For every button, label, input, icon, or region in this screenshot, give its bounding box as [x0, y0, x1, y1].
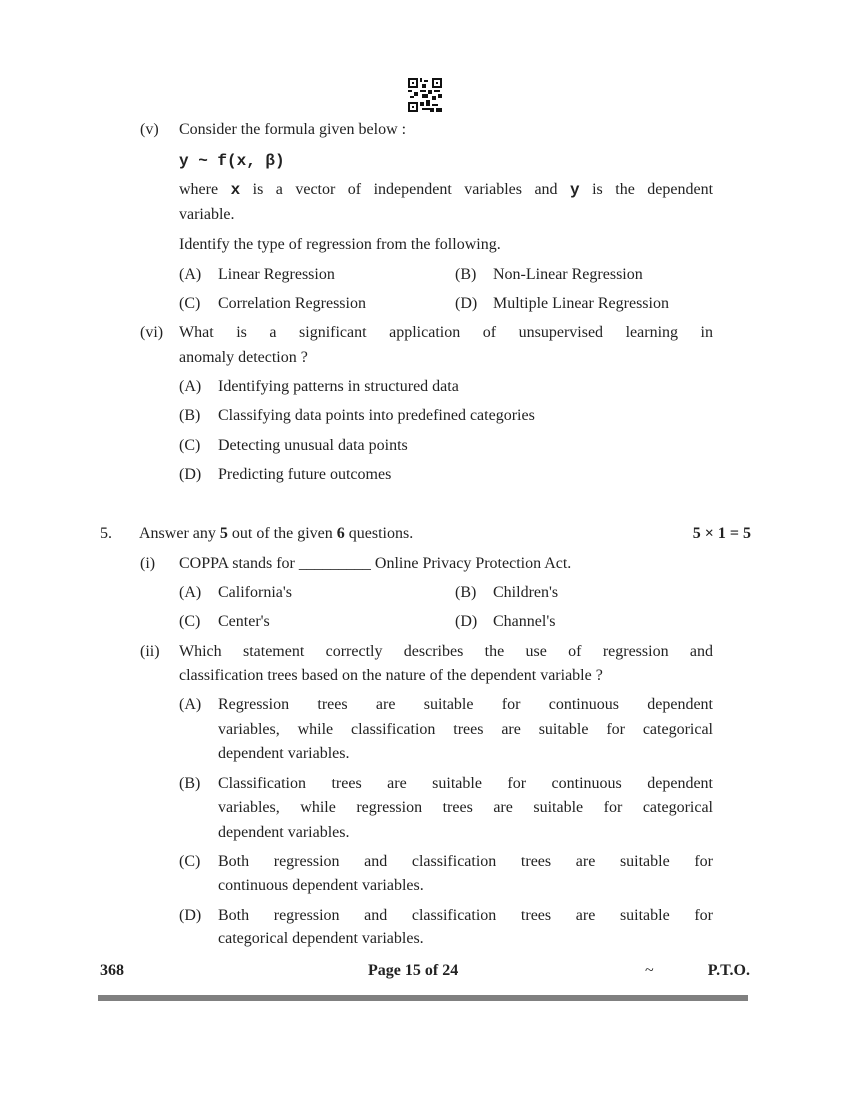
option-key: (D) — [179, 466, 202, 483]
option-text: California's — [218, 584, 292, 601]
option-key: (A) — [179, 584, 202, 601]
option-text: categorical dependent variables. — [218, 930, 424, 947]
option-text: Multiple Linear Regression — [493, 295, 669, 312]
question-number: 5. — [100, 525, 112, 542]
question-text: Identify the type of regression from the following. — [179, 236, 501, 253]
option-text: Identifying patterns in structured data — [218, 378, 459, 395]
qr-code — [408, 78, 442, 112]
marks-label: 5 × 1 = 5 — [692, 525, 751, 542]
question-number: (vi) — [140, 324, 164, 341]
question-text: where x is a vector of independent variables and y is the dependent — [179, 181, 714, 199]
option-key: (B) — [179, 775, 201, 792]
option-key: (B) — [455, 266, 477, 283]
question-number: (v) — [140, 121, 159, 138]
option-key: (B) — [455, 584, 477, 601]
option-key: (B) — [179, 407, 201, 424]
paper-code: 368 — [100, 962, 124, 979]
option-text: Both regression and classification trees are suitable for — [218, 853, 713, 870]
question-text: variable. — [179, 206, 235, 223]
option-key: (D) — [455, 295, 478, 312]
option-text: dependent variables. — [218, 745, 350, 762]
option-key: (D) — [455, 613, 478, 630]
option-key: (A) — [179, 266, 202, 283]
question-text: COPPA stands for _________ Online Privacy Protection Act. — [179, 555, 572, 572]
question-number: (ii) — [140, 643, 160, 660]
option-text: continuous dependent variables. — [218, 877, 424, 894]
question-text: Which statement correctly describes the use of regression and — [179, 643, 713, 660]
formula: y ~ f(x, β) — [179, 152, 285, 170]
option-text: Correlation Regression — [218, 295, 366, 312]
option-key: (C) — [179, 613, 201, 630]
option-key: (D) — [179, 907, 202, 924]
footer-divider — [98, 995, 748, 1001]
option-key: (A) — [179, 378, 202, 395]
tilde-mark: ~ — [645, 962, 654, 979]
option-key: (C) — [179, 853, 201, 870]
option-text: Non-Linear Regression — [493, 266, 643, 283]
option-text: Children's — [493, 584, 559, 601]
question-text: Consider the formula given below : — [179, 121, 407, 138]
page-number: Page 15 of 24 — [368, 962, 459, 979]
question-text: anomaly detection ? — [179, 349, 308, 366]
option-text: Regression trees are suitable for continuous dependent — [218, 696, 713, 713]
section-instruction: Answer any 5 out of the given 6 questions. — [139, 525, 414, 542]
option-key: (C) — [179, 295, 201, 312]
option-text: Channel's — [493, 613, 556, 630]
fill-blank: _________ — [298, 555, 371, 572]
option-text: Center's — [218, 613, 270, 630]
option-text: Linear Regression — [218, 266, 335, 283]
pto-label: P.T.O. — [707, 962, 750, 979]
option-text: Both regression and classification trees are suitable for — [218, 907, 713, 924]
option-text: Classifying data points into predefined categories — [218, 407, 535, 424]
option-text: Classification trees are suitable for continuous dependent — [218, 775, 713, 792]
question-text: What is a significant application of unsupervised learning in — [179, 324, 713, 341]
question-number: (i) — [140, 555, 156, 572]
option-text: dependent variables. — [218, 824, 350, 841]
option-key: (C) — [179, 437, 201, 454]
option-text: variables, while classification trees are suitable for categorical — [218, 721, 713, 738]
option-text: variables, while regression trees are suitable for categorical — [218, 799, 713, 816]
question-text: classification trees based on the nature of the dependent variable ? — [179, 667, 603, 684]
option-key: (A) — [179, 696, 202, 713]
option-text: Predicting future outcomes — [218, 466, 392, 483]
option-text: Detecting unusual data points — [218, 437, 408, 454]
